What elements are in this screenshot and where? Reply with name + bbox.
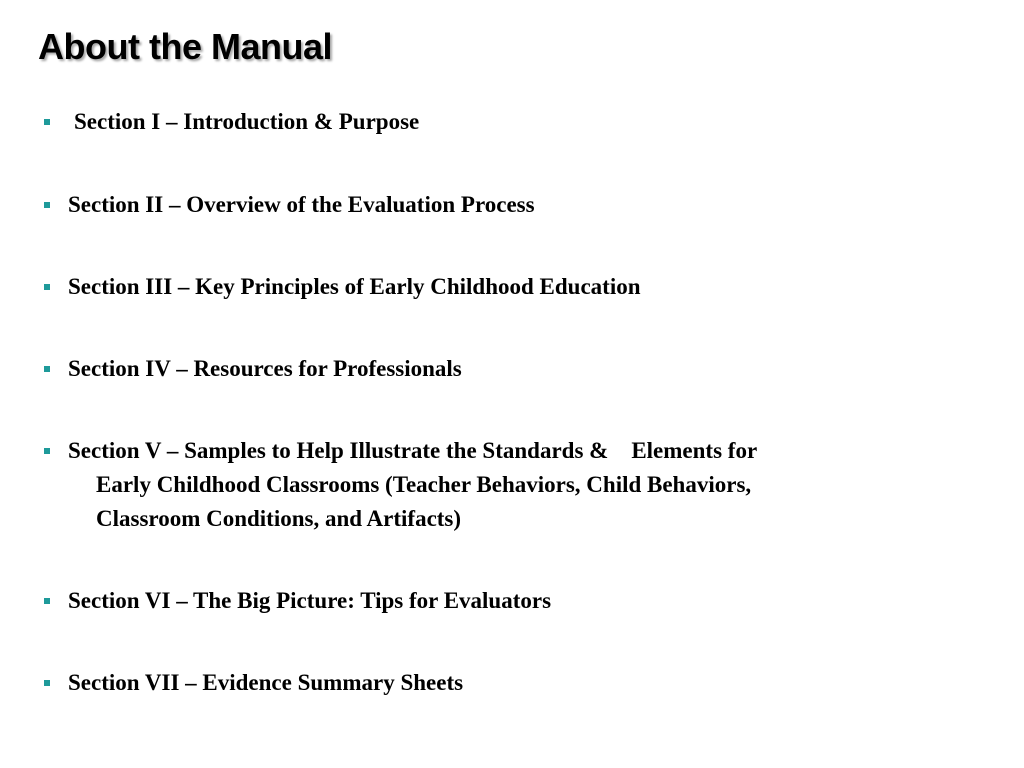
- section-label: Section IV – Resources for Professionals: [68, 356, 462, 381]
- slide-title: About the Manual: [38, 26, 332, 67]
- section-label: Section VII – Evidence Summary Sheets: [68, 670, 464, 695]
- section-label-line-2: Early Childhood Classrooms (Teacher Behaviors, Child Behaviors,: [96, 472, 752, 497]
- bullet-square-icon: [44, 366, 50, 372]
- section-label: [68, 434, 924, 536]
- list-item: [44, 584, 924, 618]
- section-label: Section III – Key Principles of Early Childhood Education: [68, 274, 641, 299]
- bullet-square-icon: [44, 448, 50, 454]
- section-label: Section VI – The Big Picture: Tips for Evaluators: [68, 588, 552, 613]
- bullet-square-icon: [44, 202, 50, 208]
- list-item: [44, 188, 924, 222]
- section-label: Section II – Overview of the Evaluation Process: [68, 192, 535, 217]
- section-label: Section I – Introduction & Purpose: [74, 109, 420, 134]
- list-item: [44, 105, 924, 139]
- section-label-line-1: Section V – Samples to Help Illustrate the Standards & Elements for: [68, 438, 758, 463]
- list-item: [44, 434, 924, 536]
- list-item: [44, 270, 924, 304]
- list-item: [44, 352, 924, 386]
- bullet-square-icon: [44, 598, 50, 604]
- bullet-square-icon: [44, 680, 50, 686]
- list-item: [44, 666, 924, 700]
- section-label-line-3: Classroom Conditions, and Artifacts): [96, 506, 462, 531]
- bullet-square-icon: [44, 284, 50, 290]
- bullet-square-icon: [44, 119, 50, 125]
